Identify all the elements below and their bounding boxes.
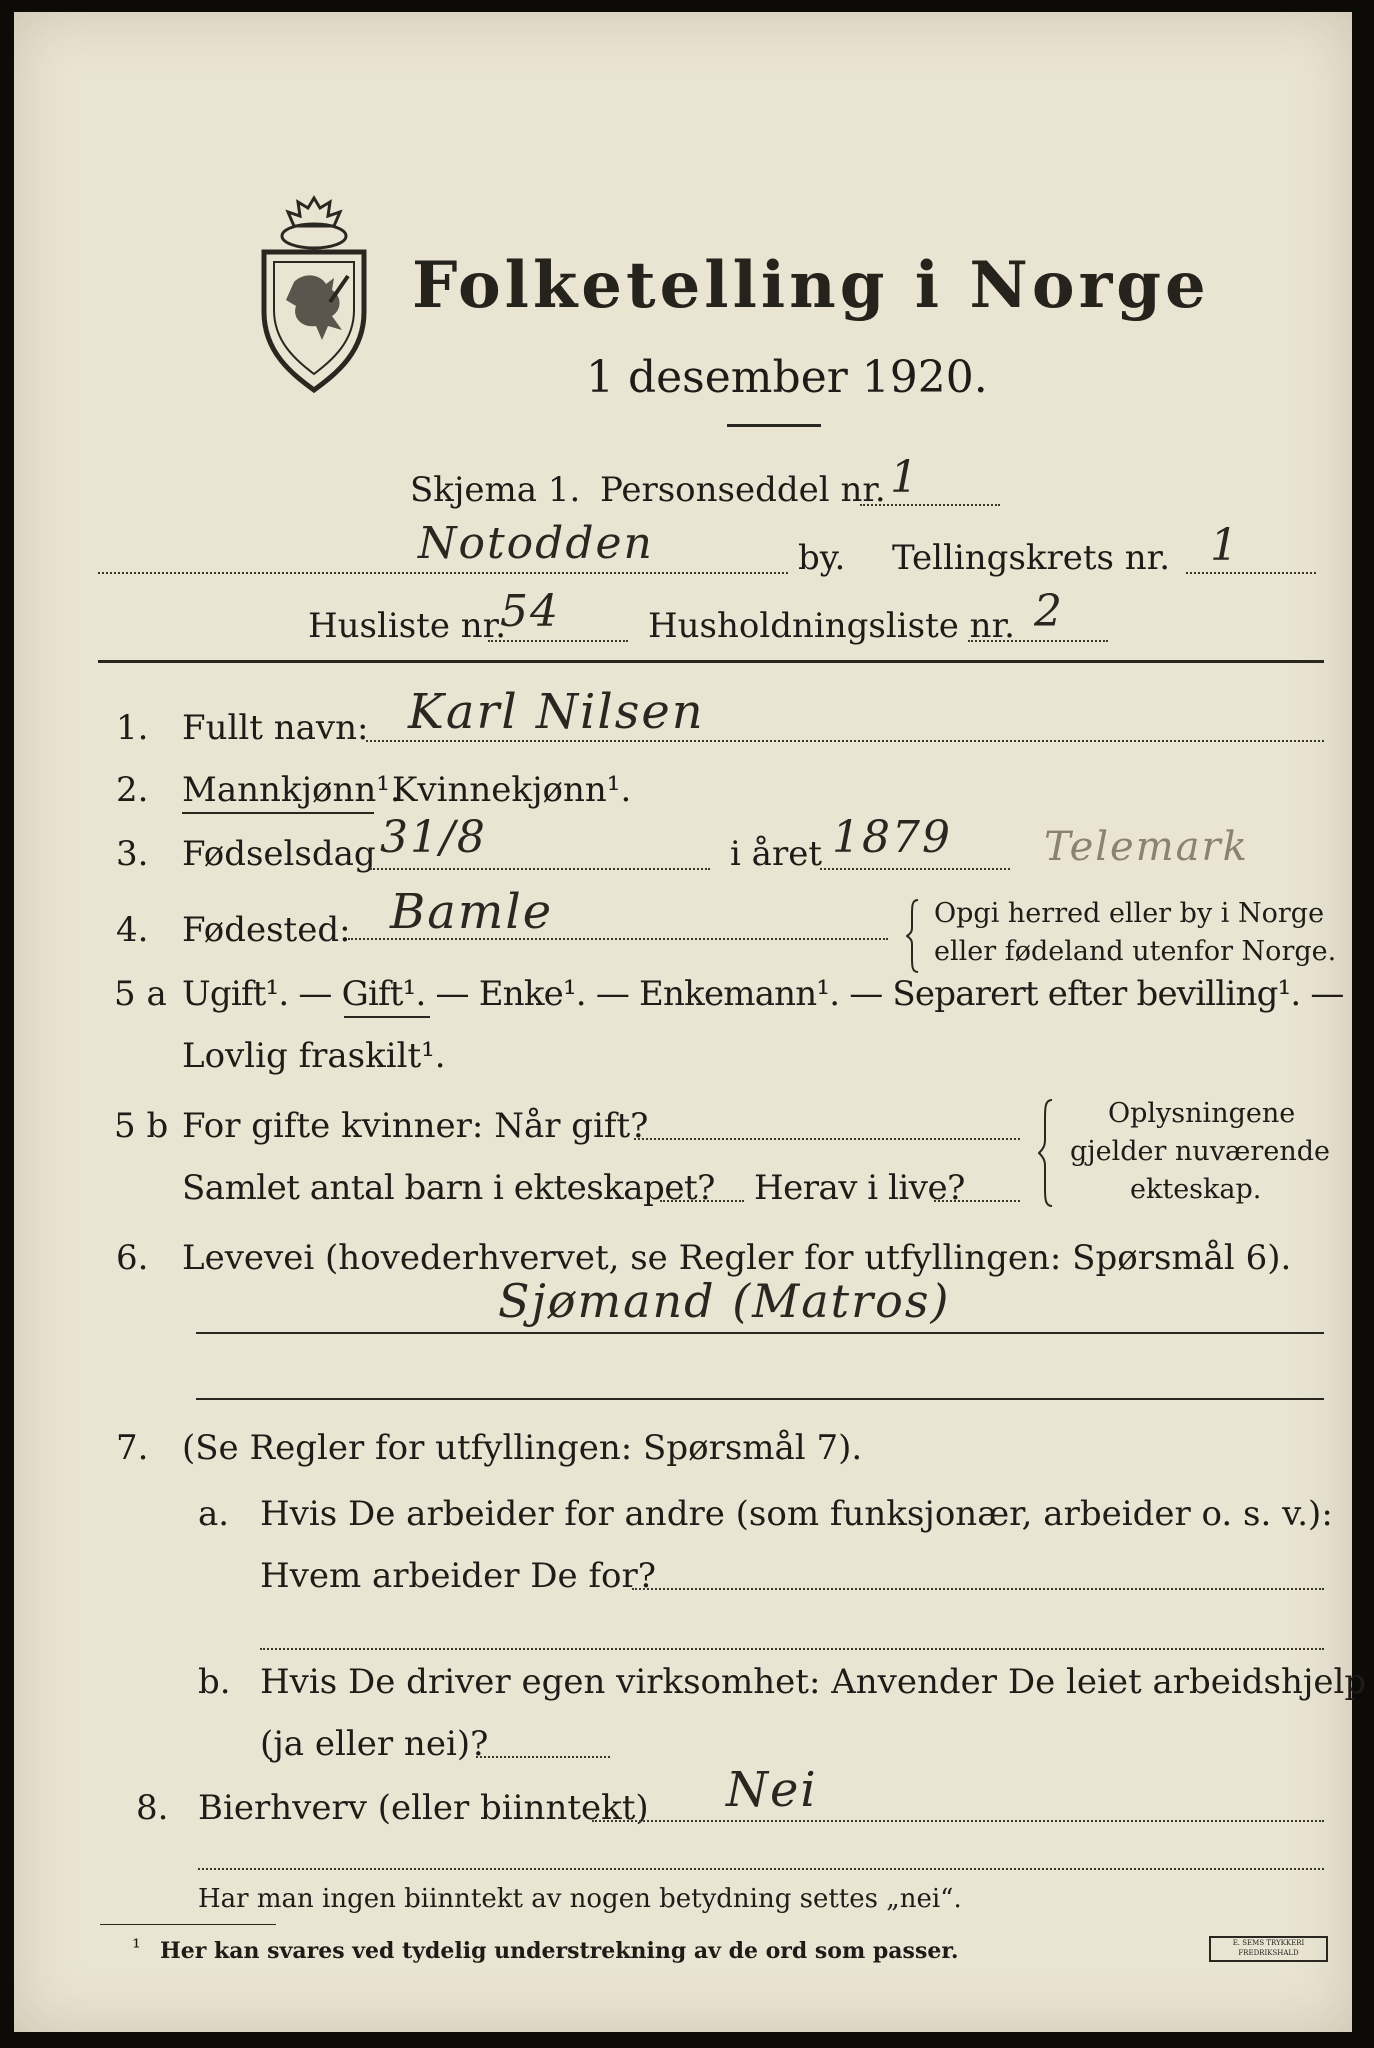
q4-number: 4. (116, 910, 149, 950)
q4-hint-2: eller fødeland utenfor Norge. (934, 936, 1337, 967)
q8-line-2 (198, 1868, 1324, 1870)
husholdning-value[interactable]: 2 (1034, 586, 1064, 637)
q5b-number: 5 b (114, 1106, 169, 1146)
q7a-text: Hvis De arbeider for andre (som funksjonær, arbeider o. s. v.): (260, 1494, 1333, 1534)
q1-line (366, 740, 1324, 742)
q5b-line-2 (660, 1200, 744, 1202)
q5b-brace-icon (1038, 1098, 1056, 1208)
q3-value[interactable]: 31/8 (380, 812, 487, 863)
q3-number: 3. (116, 834, 149, 874)
q1-number: 1. (116, 708, 149, 748)
q8-value[interactable]: Nei (726, 1762, 818, 1818)
q3-line (370, 868, 710, 870)
husholdning-line (968, 640, 1108, 642)
q5a-options[interactable]: Ugift¹. — Gift¹. — Enke¹. — Enkemann¹. — Separert efter bevilling¹. — (182, 974, 1344, 1014)
q6-line-2 (196, 1398, 1324, 1400)
q3-year-label: i året (730, 834, 822, 874)
q4-hint-1: Opgi herred eller by i Norge (934, 898, 1325, 929)
personseddel-value[interactable]: 1 (890, 452, 920, 503)
q2-female[interactable]: Kvinnekjønn¹. (392, 770, 632, 810)
q4-brace-icon (906, 898, 922, 974)
q7a-letter: a. (198, 1494, 230, 1534)
q5b-note-3: ekteskap. (1130, 1174, 1262, 1205)
city-line (98, 572, 788, 574)
personseddel-label: Personseddel nr. (600, 470, 886, 510)
q1-value[interactable]: Karl Nilsen (408, 684, 705, 740)
q4-label: Fødested: (182, 910, 351, 950)
q3-year-value[interactable]: 1879 (832, 812, 952, 863)
q5b-label-2: Samlet antal barn i ekteskapet? (182, 1168, 715, 1208)
title-divider (727, 424, 821, 427)
krets-label: Tellingskrets nr. (892, 538, 1171, 578)
husliste-line (488, 640, 628, 642)
personseddel-line (860, 504, 1000, 506)
q7b-text: Hvis De driver egen virksomhet: Anvender De leiet arbeidshjelp (260, 1662, 1367, 1702)
q7a-line-2 (260, 1648, 1324, 1650)
q7-label: (Se Regler for utfyllingen: Spørsmål 7). (182, 1428, 863, 1468)
q3-note: Telemark (1044, 824, 1249, 870)
q7b-letter: b. (198, 1662, 231, 1702)
q6-value[interactable]: Sjømand (Matros) (498, 1274, 951, 1328)
q5b-note-1: Oplysningene (1108, 1098, 1296, 1129)
form-date: 1 desember 1920. (586, 352, 988, 403)
footnote-text: Her kan svares ved tydelig understrekning av de ord som passer. (160, 1938, 959, 1964)
krets-value[interactable]: 1 (1210, 520, 1240, 571)
printer-city: FREDRIKSHALD (1238, 1949, 1299, 1957)
q2-male[interactable]: Mannkjønn¹. (182, 770, 401, 810)
q6-number: 6. (116, 1238, 149, 1278)
q5a-number: 5 a (114, 974, 167, 1014)
q7a-line (632, 1588, 1324, 1590)
q5a-gift-underline (344, 1016, 430, 1018)
q6-line (196, 1332, 1324, 1334)
q4-value[interactable]: Bamle (390, 884, 554, 940)
q5b-line-3 (934, 1200, 1020, 1202)
q8-label: Bierhverv (eller biinntekt) (198, 1788, 649, 1828)
by-label: by. (798, 538, 846, 578)
city-value[interactable]: Notodden (418, 518, 654, 569)
q7b-line (476, 1756, 610, 1758)
printer-stamp (1209, 1936, 1328, 1962)
q6-label: Levevei (hovederhvervet, se Regler for utfyllingen: Spørsmål 6). (182, 1238, 1292, 1278)
footnote-rule (100, 1924, 276, 1925)
footnote-mark: ¹ (132, 1936, 141, 1961)
q2-number: 2. (116, 770, 149, 810)
q7-number: 7. (116, 1428, 149, 1468)
q5b-note-2: gjelder nuværende (1070, 1136, 1330, 1167)
q3-year-line (820, 868, 1010, 870)
husliste-label: Husliste nr. (308, 606, 507, 646)
q8-line (592, 1820, 1324, 1822)
husholdning-label: Husholdningsliste nr. (648, 606, 1015, 646)
q5a-options-2[interactable]: Lovlig fraskilt¹. (182, 1036, 446, 1076)
census-form (14, 12, 1367, 2032)
q5b-label-3: Herav i live? (754, 1168, 965, 1208)
krets-line (1186, 572, 1316, 574)
husliste-value[interactable]: 54 (500, 586, 560, 637)
schema-label: Skjema 1. (410, 470, 581, 510)
q8-number: 8. (136, 1788, 169, 1828)
q5b-label: For gifte kvinner: Når gift? (182, 1106, 649, 1146)
q7b-text-2: (ja eller nei)? (260, 1724, 489, 1764)
q1-label: Fullt navn: (182, 708, 369, 748)
q5b-line (634, 1138, 1020, 1140)
q3-label: Fødselsdag (182, 834, 376, 874)
coat-of-arms-icon (250, 190, 378, 400)
printer-name: E. SEMS TRYKKERI (1232, 1939, 1305, 1947)
form-title: Folketelling i Norge (412, 248, 1210, 323)
q2-male-underline (182, 812, 374, 814)
header-rule (98, 660, 1324, 663)
footer-note: Har man ingen biinntekt av nogen betydning settes „nei“. (198, 1884, 962, 1914)
q7a-text-2: Hvem arbeider De for? (260, 1556, 656, 1596)
